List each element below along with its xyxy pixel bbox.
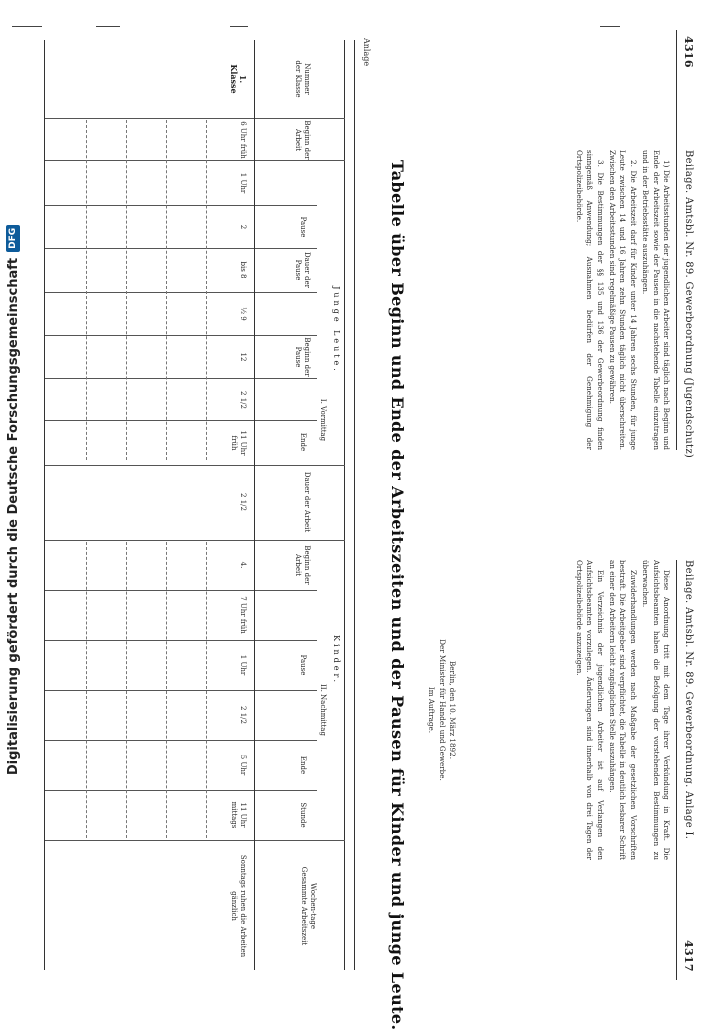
table-cell: 7 Uhr früh (239, 596, 247, 634)
left-page-number: 4316 (682, 36, 695, 68)
table-cell: 4. (239, 561, 247, 569)
paragraph: Zuwiderhandlungen werden nach Maßgabe der gesetzlichen Vorschriften bestraft. Die Arbeitgeber sind verpflichtet, die Tabelle in deutlich lesbarer Schrift an einer den Arbeitern leicht zugänglichen Stelle auszuhängen. (607, 560, 638, 860)
column-rule (45, 118, 345, 119)
signature-line: Der Minister für Handel und Gewerbe. (437, 639, 447, 781)
signature-line: Berlin, den 10. März 1892. (448, 661, 457, 759)
class-number: 1. (238, 74, 248, 84)
group-kinder: Kinder. (332, 634, 341, 686)
dfg-logo-icon: DFG (6, 225, 20, 252)
empty-row-line (166, 542, 167, 838)
table-cell: 2 1/2 (239, 706, 247, 724)
class-label: Klasse (229, 64, 239, 94)
empty-row-line (126, 542, 127, 838)
paragraph: 1) Die Arbeitsstunden der jugendlichen Arbeiter sind täglich nach Beginn und Ende der Arbeitszeit sowie der Pausen in die nachstehende Tabelle einzutragen und in der Betriebsstätte auszuhängen. (641, 150, 671, 450)
table-top-rule (354, 40, 355, 970)
header-bottom-rule (254, 40, 255, 970)
funding-text: Digitalisierung gefördert durch die Deutsche Forschungsgemeinschaft (5, 257, 21, 776)
group-junge-leute: Junge Leute. (332, 286, 341, 374)
table-title: Tabelle über Beginn und Ende der Arbeitszeiten und der Pausen für Kinder und junge Leute. (388, 160, 407, 1030)
header-pause: Pause (299, 216, 307, 238)
empty-row-line (206, 542, 207, 838)
header-remarks (300, 842, 317, 970)
table-bottom-rule (44, 40, 45, 970)
header-label: Nummer (303, 63, 311, 95)
header-label: Gesammte Arbeitszeit (300, 866, 309, 946)
header-pause-kinder: Pause (299, 654, 307, 676)
empty-row-line (86, 542, 87, 838)
column-rule (45, 160, 345, 161)
table-top-rule (344, 40, 345, 970)
table-cell: 6 Uhr früh (239, 121, 247, 159)
sub-vormittag: I. Vormittag (319, 398, 327, 442)
remarks-cell: Sonntags ruhen die Arbeiten gänzlich (230, 854, 247, 958)
empty-row-line (166, 120, 167, 460)
left-running-head: Beilage. Amtsbl. Nr. 89. Gewerbeordnung (Jugendschutz) (683, 150, 694, 459)
header-beginn-kinder: Beginn der Arbeit (294, 545, 311, 585)
table-cell: 11 Uhr früh (230, 430, 247, 456)
column-rule (45, 465, 345, 466)
head-rule (676, 30, 677, 450)
section-label: Anlage (362, 38, 371, 67)
header-beginn-pause: Beginn der Pause (294, 337, 311, 377)
table-cell: 2 (239, 224, 247, 230)
empty-row-line (86, 120, 87, 460)
head-rule (676, 560, 677, 980)
table-cell: bis 8 (239, 261, 247, 279)
header-ende: Ende (299, 432, 307, 452)
table-cell: ½ 9 (239, 307, 247, 321)
table-cell: 11 Uhr mittags (230, 801, 247, 829)
header-nummer (294, 42, 311, 116)
header-beginn: Beginn der Arbeit (294, 120, 311, 160)
table-cell: 2 1/2 (239, 391, 247, 409)
table-cell: 1 Uhr (239, 654, 247, 676)
empty-row-line (206, 120, 207, 460)
paragraph: 3. Die Bestimmungen der §§ 135 und 136 der Gewerbeordnung finden sinngemäß Anwendung; Ausnahmen bedürfen der Genehmigung der Ortspolizeibehörde. (574, 150, 605, 450)
header-stunde: Stunde (299, 802, 307, 828)
table-cell: 2 1/2 (239, 493, 247, 511)
column-rule (45, 840, 345, 841)
table-cell: 1 Uhr (239, 172, 247, 194)
header-dauer-pause: Dauer der Pause (294, 252, 311, 288)
paragraph: Ein Verzeichnis der jugendlichen Arbeiter ist auf Verlangen den Aufsichtsbeamten vorzulegen. Änderungen sind innerhalb von drei Tagen der Ortspolizeibehörde anzuzeigen. (574, 560, 605, 860)
right-running-head: Beilage. Amtsbl. Nr. 89. Gewerbeordnung. Anlage I. (683, 560, 694, 840)
empty-row-line (126, 120, 127, 460)
header-label: Wochen-tage (309, 883, 317, 929)
header-dauer-arbeit: Dauer der Arbeit (303, 471, 311, 533)
signature-block (426, 560, 457, 860)
header-ende-kinder: Ende (299, 755, 307, 775)
left-text-column (421, 150, 671, 450)
table-cell: 5 Uhr (239, 754, 247, 776)
paragraph: Diese Anordnung tritt mit dem Tage ihrer Verkündung in Kraft. Die Aufsichtsbeamten haben die Befolgung der vorstehenden Bestimmungen zu überwachen. (641, 560, 671, 860)
right-text-column (461, 560, 671, 860)
sub-nachmittag: II. Nachmittag (319, 684, 327, 736)
right-page-number: 4317 (682, 940, 695, 972)
signature-line: Im Auftrage. (427, 686, 437, 734)
column-rule (45, 540, 345, 541)
paragraph: 2. Die Arbeitszeit darf für Kinder unter 14 Jahren sechs Stunden, für junge Leute zwischen 14 und 16 Jahren zehn Stunden täglich nicht überschreiten. Zwischen den Arbeitsstunden sind regelmäßige Pausen zu gewähren. (607, 150, 638, 450)
table-cell: 12 (239, 352, 247, 362)
header-label: der Klasse (294, 60, 303, 98)
table-row-label (229, 42, 247, 116)
